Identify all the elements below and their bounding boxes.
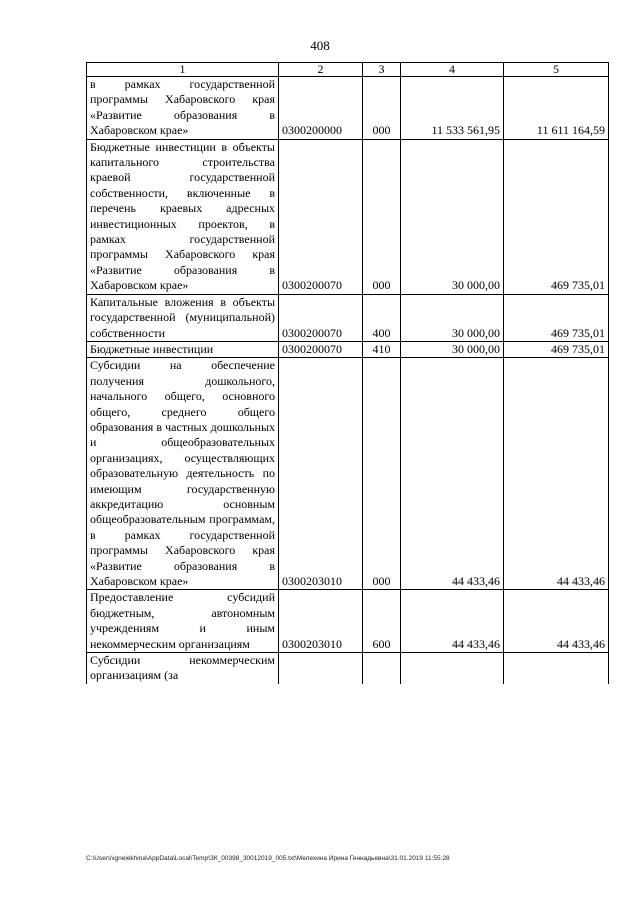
row-amount-2: 469 735,01 bbox=[504, 294, 609, 341]
row-amount-1: 11 533 561,95 bbox=[401, 77, 504, 140]
table-row bbox=[87, 653, 609, 684]
row-expense-type: 000 bbox=[363, 77, 401, 140]
header-col-4: 4 bbox=[401, 63, 504, 77]
row-expense-type: 400 bbox=[363, 294, 401, 341]
file-path-footer: C:\Users\ignelekhina\AppData\Local\Temp\ЗК_00398_30012019_005.txt\Мелехина Ирина Геннадьевна\31.01.2019 11:55:28 bbox=[86, 855, 450, 862]
row-target-code: 0300200070 bbox=[279, 341, 363, 357]
budget-table bbox=[86, 62, 609, 684]
row-target-code: 0300200000 bbox=[279, 77, 363, 140]
row-expense-type: 600 bbox=[363, 590, 401, 653]
row-amount-2: 469 735,01 bbox=[504, 139, 609, 294]
row-description: в рамках государственной программы Хабаровского края «Развитие образования в Хабаровском крае» bbox=[87, 77, 279, 140]
header-col-1: 1 bbox=[87, 63, 279, 77]
row-target-code: 0300200070 bbox=[279, 294, 363, 341]
table-row bbox=[87, 590, 609, 653]
row-description: Бюджетные инвестиции bbox=[87, 341, 279, 357]
row-expense-type bbox=[363, 653, 401, 684]
table-row bbox=[87, 341, 609, 357]
header-col-5: 5 bbox=[504, 63, 609, 77]
row-target-code: 0300203010 bbox=[279, 590, 363, 653]
row-description: Предоставление субсидий бюджетным, автономным учреждениям и иным некоммерческим организациям bbox=[87, 590, 279, 653]
header-col-2: 2 bbox=[279, 63, 363, 77]
row-target-code: 0300200070 bbox=[279, 139, 363, 294]
row-expense-type: 000 bbox=[363, 139, 401, 294]
row-description: Бюджетные инвестиции в объекты капитального строительства краевой государственной собственности, включенные в перечень краевых адресных инвестиционных проектов, в рамках государственной программы Хабаровского края «Развитие образования в Хабаровском крае» bbox=[87, 139, 279, 294]
row-description: Субсидии на обеспечение получения дошкольного, начального общего, основного общего, среднего общего образования в частных дошкольных и общеобразовательных организациях, осуществляющих образовательную деятельность по имеющим государственную аккредитацию основным общеобразовательным программам, в рамках государственной программы Хабаровского края «Развитие образования в Хабаровском крае» bbox=[87, 358, 279, 590]
row-amount-1: 30 000,00 bbox=[401, 341, 504, 357]
table-row bbox=[87, 358, 609, 590]
row-target-code: 0300203010 bbox=[279, 358, 363, 590]
row-amount-1: 44 433,46 bbox=[401, 358, 504, 590]
row-description: Субсидии некоммерческим организациям (за bbox=[87, 653, 279, 684]
row-amount-2: 469 735,01 bbox=[504, 341, 609, 357]
row-amount-1: 30 000,00 bbox=[401, 139, 504, 294]
table-row bbox=[87, 139, 609, 294]
row-description: Капитальные вложения в объекты государственной (муниципальной) собственности bbox=[87, 294, 279, 341]
header-col-3: 3 bbox=[363, 63, 401, 77]
page-number: 408 bbox=[310, 38, 330, 53]
table-row bbox=[87, 294, 609, 341]
row-amount-2: 11 611 164,59 bbox=[504, 77, 609, 140]
row-amount-2: 44 433,46 bbox=[504, 358, 609, 590]
row-amount-1: 44 433,46 bbox=[401, 590, 504, 653]
row-amount-2 bbox=[504, 653, 609, 684]
row-amount-1 bbox=[401, 653, 504, 684]
row-target-code bbox=[279, 653, 363, 684]
row-expense-type: 410 bbox=[363, 341, 401, 357]
row-amount-2: 44 433,46 bbox=[504, 590, 609, 653]
table-row bbox=[87, 77, 609, 140]
table-header-row bbox=[87, 63, 609, 77]
row-expense-type: 000 bbox=[363, 358, 401, 590]
row-amount-1: 30 000,00 bbox=[401, 294, 504, 341]
